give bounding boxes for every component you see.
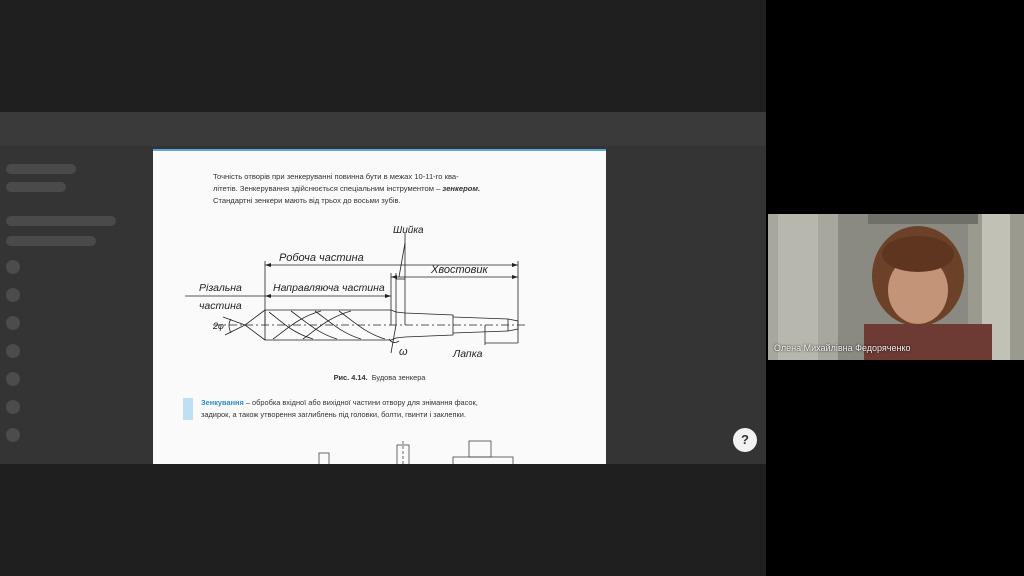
- shared-sidebar-row: [6, 236, 96, 246]
- label-neck: Шийка: [393, 225, 424, 236]
- paragraph-line: Точність отворів при зенкеруванні повинна бути в межах 10-11-го ква-: [213, 172, 459, 181]
- paragraph-text: літетів. Зенкерування здійснюється спеціальним інструментом –: [213, 184, 441, 193]
- shared-sidebar-row: [6, 216, 116, 226]
- label-omega: ω: [399, 346, 408, 358]
- shared-sidebar-avatar: [6, 260, 20, 274]
- paragraph-line: Стандартні зенкери мають від трьох до восьми зубів.: [213, 196, 401, 205]
- figure-caption: [153, 373, 606, 382]
- label-angle: 2φ: [213, 321, 224, 331]
- next-figure-preview: [153, 437, 606, 464]
- shared-sidebar-row: [6, 164, 76, 174]
- caption-number: Рис. 4.14.: [333, 373, 368, 382]
- participant-video-feed: [768, 214, 1024, 360]
- definition-block: [187, 397, 567, 421]
- label-cutting-part-1: Різальна: [199, 282, 242, 294]
- label-tang: Лапка: [453, 348, 483, 360]
- label-working-part: Робоча частина: [279, 252, 364, 264]
- shared-sidebar-avatar: [6, 316, 20, 330]
- shared-screen: [0, 112, 766, 464]
- paragraph-line: [213, 183, 553, 195]
- label-shank: Хвостовик: [431, 264, 488, 276]
- definition-line: [187, 397, 567, 409]
- definition-text: – обробка вхідної або вихідної частини отвору для знімання фасок,: [243, 398, 478, 407]
- countersink-drawing: [153, 213, 606, 363]
- participant-video-tile[interactable]: [768, 214, 1024, 360]
- label-cutting-part-2: частина: [199, 300, 242, 312]
- help-button[interactable]: [733, 428, 757, 452]
- participant-name-label: Олена Михайлівна Федоряченко: [774, 343, 911, 353]
- shared-sidebar-row: [6, 182, 66, 192]
- shared-sidebar-avatar: [6, 344, 20, 358]
- shared-app-toolbar: [0, 112, 766, 146]
- caption-text: Будова зенкера: [371, 373, 426, 382]
- emphasis-term: зенкером.: [442, 184, 481, 193]
- shared-sidebar-avatar: [6, 400, 20, 414]
- help-icon: ?: [741, 432, 749, 447]
- document-page: [153, 149, 606, 464]
- definition-line: задирок, а також утворення заглиблень під головки, болти, гвинти і заклепки.: [201, 410, 466, 419]
- definition-term: Зенкування: [201, 398, 244, 407]
- label-guiding-part: Направляюча частина: [273, 282, 385, 294]
- definition-highlight-marker: [183, 398, 193, 420]
- shared-sidebar-avatar: [6, 428, 20, 442]
- shared-sidebar-avatar: [6, 288, 20, 302]
- shared-sidebar-avatar: [6, 372, 20, 386]
